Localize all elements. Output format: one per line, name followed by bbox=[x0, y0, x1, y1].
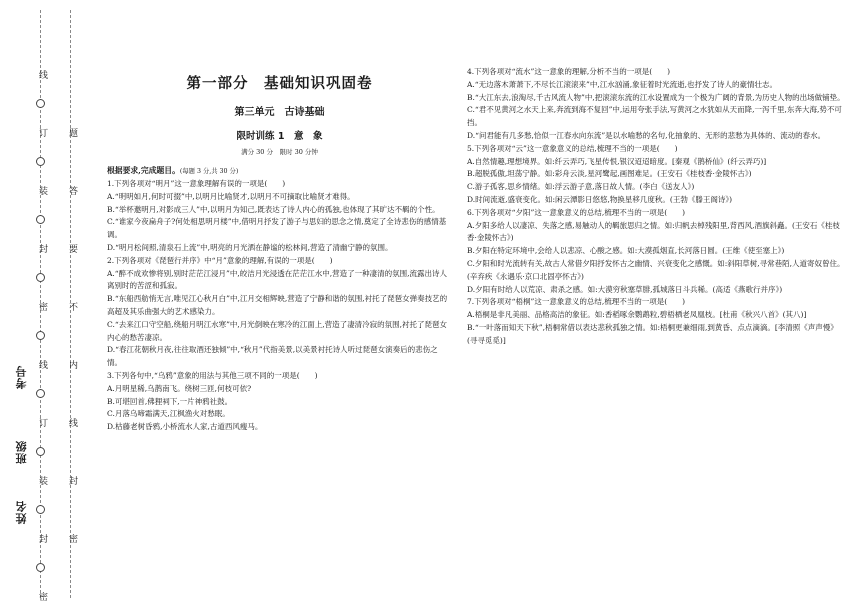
question-line: B.夕阳在特定环境中,会给人以悲凉、心酸之感。如:大漠孤烟直,长河落日圆。(王维《使至塞上》) bbox=[467, 246, 785, 256]
student-id-field-label: 考号 bbox=[15, 365, 28, 389]
question-line: A.梧桐是非凡美丽、品格高洁的象征。如:香稻啄余鹦鹉粒,碧梧栖老凤凰枝。[杜甫《秋兴八首》(其八)] bbox=[467, 310, 807, 320]
binding-hole bbox=[36, 505, 45, 514]
question-line: A.自然情趣,理想境界。如:纤云弄巧,飞星传恨,银汉迢迢暗度。[秦观《鹊桥仙》(纤云弄巧)] bbox=[467, 156, 767, 166]
binding-mark: 密 bbox=[67, 534, 77, 543]
question-line: B.“一叶落而知天下秋”,梧桐常借以表达悲秋孤独之情。如:梧桐更兼细雨,到黄昏、点点滴滴。[李清照《声声慢》(寻寻觅觅)] bbox=[467, 322, 838, 345]
question-line: 2.下列各项对《琵琶行并序》中“月”意象的理解,有误的一项是( ) bbox=[107, 255, 333, 265]
binding-mark: 内 bbox=[67, 360, 77, 369]
left-column bbox=[107, 72, 452, 434]
question-line: 5.下列各项对“云”这一意象意义的总结,梳理不当的一项是( ) bbox=[467, 143, 678, 153]
binding-mark: 订 bbox=[37, 418, 47, 427]
question-line: A.月明星稀,乌鹊南飞。绕树三匝,何枝可依? bbox=[107, 383, 252, 393]
binding-hole bbox=[36, 447, 45, 456]
question-line: 7.下列各项对“梧桐”这一意象意义的总结,梳理不当的一项是( ) bbox=[467, 297, 686, 307]
question-line: 6.下列各项对“夕阳”这一意象意义的总结,梳理不当的一项是( ) bbox=[467, 207, 686, 217]
question-line: C.“谁家今夜扁舟子?何处相思明月楼”中,借明月抒发了游子与思妇的思念之情,奠定了全诗悲伤的感情基调。 bbox=[107, 217, 447, 240]
question-line: B.“东船西舫悄无言,唯见江心秋月白”中,江月交相辉映,营造了宁静和谐的氛围,衬托了琵琶女弹奏技艺的高超及其乐曲强大的艺术感染力。 bbox=[107, 294, 448, 316]
training-title: 限时训练 1 意 象 bbox=[236, 131, 323, 142]
question-line: D.枯藤老树昏鸦,小桥流水人家,古道西风瘦马。 bbox=[107, 422, 263, 432]
question-line: B.“举杯邀明月,对影成三人”中,以明月为知己,既表达了诗人内心的孤独,也体现了其旷达不羁的个性。 bbox=[107, 204, 440, 214]
question-line: D.“明月松间照,清泉石上流”中,明亮的月光洒在静谧的松林间,营造了清幽宁静的氛围。 bbox=[107, 242, 393, 252]
question-line: A.“醉不成欢惨将别,别时茫茫江浸月”中,皎洁月光浸透在茫茫江水中,营造了一种凄清的氛围,流露出诗人离别时的苦涩和孤寂。 bbox=[107, 268, 448, 291]
question-line: 1.下列各项对“明月”这一意象理解有误的一项是( ) bbox=[107, 179, 286, 188]
question-line: C.游子孤客,思乡情绪。如:浮云游子意,落日故人情。(李白《送友人》) bbox=[467, 182, 695, 192]
question-line: 3.下列各句中,“乌鸦”意象的用法与其他三项不同的一项是( ) bbox=[107, 370, 318, 380]
question-line: A.“明明如月,何时可掇”中,以明月比喻贤才,以明月不可摘取比喻贤才难得。 bbox=[107, 191, 355, 201]
question-line: B.可堪回首,佛狸祠下,一片神鸦社鼓。 bbox=[107, 396, 233, 406]
binding-mark: 答 bbox=[67, 186, 77, 195]
binding-mark: 订 bbox=[37, 128, 47, 137]
binding-hole bbox=[36, 99, 45, 108]
part-title: 第一部分 基础知识巩固卷 bbox=[186, 76, 373, 92]
instructions bbox=[107, 165, 452, 178]
binding-mark: 题 bbox=[67, 128, 77, 137]
binding-mark: 封 bbox=[67, 476, 77, 485]
question-line: A.夕阳多给人以凄凉、失落之感,易触动人的羁旅思归之情。如:归帆去棹残阳里,背西风,酒旗斜矗。(王安石《桂枝香·金陵怀古》) bbox=[467, 220, 840, 243]
question-line: D.时间流逝,盛衰变化。如:闲云潭影日悠悠,物换星移几度秋。(王勃《滕王阁诗》) bbox=[467, 194, 733, 204]
binding-hole bbox=[36, 389, 45, 398]
binding-hole bbox=[36, 563, 45, 572]
question-line: 4.下列各项对“流水”这一意象的理解,分析不当的一项是( ) bbox=[467, 67, 671, 76]
question-line: C.“去来江口守空船,绕船月明江水寒”中,月光倒映在寒冷的江面上,营造了凄清冷寂的氛围,衬托了琵琶女内心的愁苦凄凉。 bbox=[107, 319, 448, 342]
binding-mark: 密 bbox=[37, 302, 47, 311]
instructions-points: (每题 3 分,共 30 分) bbox=[179, 168, 239, 175]
binding-mark: 要 bbox=[67, 244, 77, 253]
binding-margin bbox=[0, 0, 105, 608]
right-column bbox=[467, 66, 847, 348]
left-question-list bbox=[107, 178, 452, 434]
question-line: D.“问君能有几多愁,恰似一江春水向东流”是以水喻愁的名句,化抽象的、无形的悲愁为具体的、流动的春水。 bbox=[467, 130, 826, 140]
binding-mark: 不 bbox=[67, 302, 77, 311]
question-line: C.夕阳和时光流转有关,故古人常借夕阳抒发怀古之幽情、兴衰变化之感慨。如:斜阳草树,寻常巷陌,人道寄奴曾住。(辛弃疾《永遇乐·京口北固亭怀古》) bbox=[467, 258, 845, 281]
binding-hole bbox=[36, 273, 45, 282]
question-line: C.月落乌啼霜满天,江枫渔火对愁眠。 bbox=[107, 409, 230, 419]
binding-mark: 装 bbox=[37, 186, 47, 195]
binding-hole bbox=[36, 331, 45, 340]
unit-title: 第三单元 古诗基础 bbox=[234, 107, 325, 118]
question-line: B.超脱孤傲,坦荡宁静。如:彩舟云淡,星河鹭起,画图难足。(王安石《桂枝香·金陵怀古》) bbox=[467, 169, 752, 179]
binding-mark: 装 bbox=[37, 476, 47, 485]
question-line: A.“无边落木萧萧下,不尽长江滚滚来”中,江水汹涌,象征着时光流逝,也抒发了诗人的豪情壮志。 bbox=[467, 79, 778, 89]
class-field-label: 班级 bbox=[15, 440, 28, 464]
binding-mark: 线 bbox=[37, 360, 47, 369]
question-line: C.“君不见黄河之水天上来,奔流到海不复回”中,运用夸张手法,写黄河之水犹如从天而降,一泻千里,东奔大海,势不可挡。 bbox=[467, 105, 842, 128]
instructions-bold: 根据要求,完成题目。 bbox=[107, 166, 180, 175]
score-line: 满分 30 分 限时 30 分钟 bbox=[241, 148, 318, 156]
binding-hole bbox=[36, 215, 45, 224]
question-line: D.夕阳有时给人以荒凉、肃杀之感。如:大漠穷秋塞草腓,孤城落日斗兵稀。(高适《燕歌行并序》) bbox=[467, 284, 783, 294]
question-line: D.“春江花朝秋月夜,往往取酒还独倾”中,“秋月”代指美景,以美景衬托诗人听过琵琶女演奏后的悲伤之情。 bbox=[107, 345, 438, 368]
right-question-list bbox=[467, 66, 847, 348]
binding-hole bbox=[36, 157, 45, 166]
binding-mark: 封 bbox=[37, 534, 47, 543]
question-line: B.“大江东去,浪淘尽,千古风流人物”中,把滚滚东流的江水设置成为一个极为广阔的背景,为历史人物的出场做铺垫。 bbox=[467, 92, 845, 102]
name-field-label: 姓名 bbox=[15, 500, 28, 524]
binding-mark: 封 bbox=[37, 244, 47, 253]
binding-mark: 线 bbox=[67, 418, 77, 427]
binding-mark: 密 bbox=[37, 592, 47, 601]
binding-mark: 线 bbox=[37, 70, 47, 79]
